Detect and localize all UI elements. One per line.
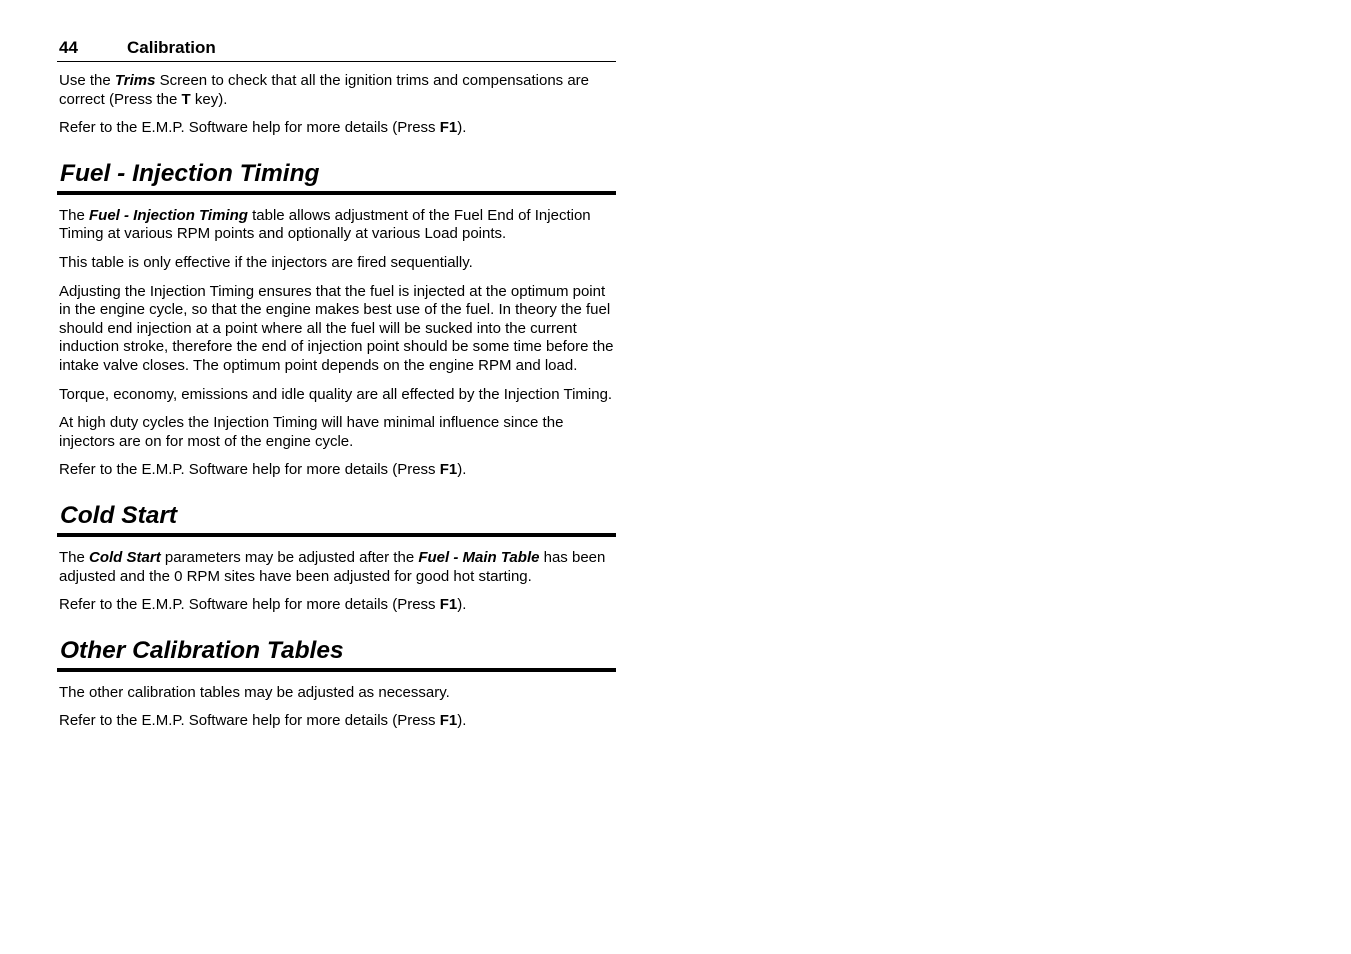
help-reference — [59, 596, 616, 615]
document-page — [57, 38, 616, 741]
text-run: table allows adjustment of the Fuel End of Injection Timing at various RPM points and optionally at various Load points. — [59, 206, 591, 243]
text-run: ). — [457, 119, 467, 137]
trims-paragraph — [59, 72, 616, 109]
text-run: Screen to check that all the ignition trims and compensations are correct (Press the — [59, 72, 590, 108]
emphasized-term: Fuel - Main Table — [418, 548, 540, 566]
help-reference — [59, 461, 616, 480]
fuel-injection-section — [57, 160, 616, 480]
text-run: ). — [457, 461, 467, 479]
text-run: Use the — [59, 72, 115, 89]
key-f1: F1 — [439, 712, 458, 730]
section-heading: Other Calibration Tables — [57, 637, 616, 672]
section-heading: Cold Start — [57, 502, 616, 537]
emphasized-term: Cold Start — [89, 548, 161, 566]
paragraph: Adjusting the Injection Timing ensures that the fuel is injected at the optimum point in the engine cycle, so that the engine makes best use of the fuel. In theory the fuel should end injection at a point where all the fuel will be sucked into the current induction stroke, therefore the end of injection point should be some time before the intake valve closes. The optimum point depends on the engine RPM and load. — [59, 282, 614, 374]
running-header — [57, 38, 616, 62]
help-reference — [59, 119, 616, 138]
chapter-title: Calibration — [127, 38, 216, 57]
text-run: Refer to the E.M.P. Software help for more details (Press — [59, 461, 440, 479]
text-run: parameters may be adjusted after the — [160, 548, 419, 566]
paragraph — [59, 549, 616, 586]
text-run: Refer to the E.M.P. Software help for more details (Press — [59, 596, 440, 614]
text-run: The — [59, 206, 90, 224]
page-number: 44 — [59, 38, 78, 57]
text-run: ). — [457, 712, 467, 730]
text-run: Refer to the E.M.P. Software help for more details (Press — [59, 119, 440, 137]
text-run: ). — [457, 596, 467, 614]
text-run: Refer to the E.M.P. Software help for more details (Press — [59, 712, 440, 730]
paragraph — [59, 207, 616, 244]
trims-term: Trims — [114, 72, 156, 89]
other-tables-section — [57, 637, 616, 731]
emphasized-term: Fuel - Injection Timing — [89, 206, 248, 224]
paragraph: At high duty cycles the Injection Timing will have minimal influence since the injectors are on for most of the engine cycle. — [59, 414, 564, 450]
help-reference — [59, 712, 616, 731]
key-f1: F1 — [439, 596, 458, 614]
section-heading: Fuel - Injection Timing — [57, 160, 616, 195]
paragraph: The other calibration tables may be adjusted as necessary. — [59, 683, 450, 701]
key-t: T — [181, 90, 191, 108]
paragraph: This table is only effective if the injectors are fired sequentially. — [59, 253, 473, 271]
intro-section — [57, 72, 616, 138]
text-run: key). — [190, 90, 228, 108]
key-f1: F1 — [439, 461, 458, 479]
text-run: has been adjusted and the 0 RPM sites have been adjusted for good hot starting. — [59, 548, 606, 585]
cold-start-section — [57, 502, 616, 615]
key-f1: F1 — [439, 119, 458, 137]
paragraph: Torque, economy, emissions and idle quality are all effected by the Injection Timing. — [59, 385, 613, 403]
text-run: The — [59, 548, 90, 566]
